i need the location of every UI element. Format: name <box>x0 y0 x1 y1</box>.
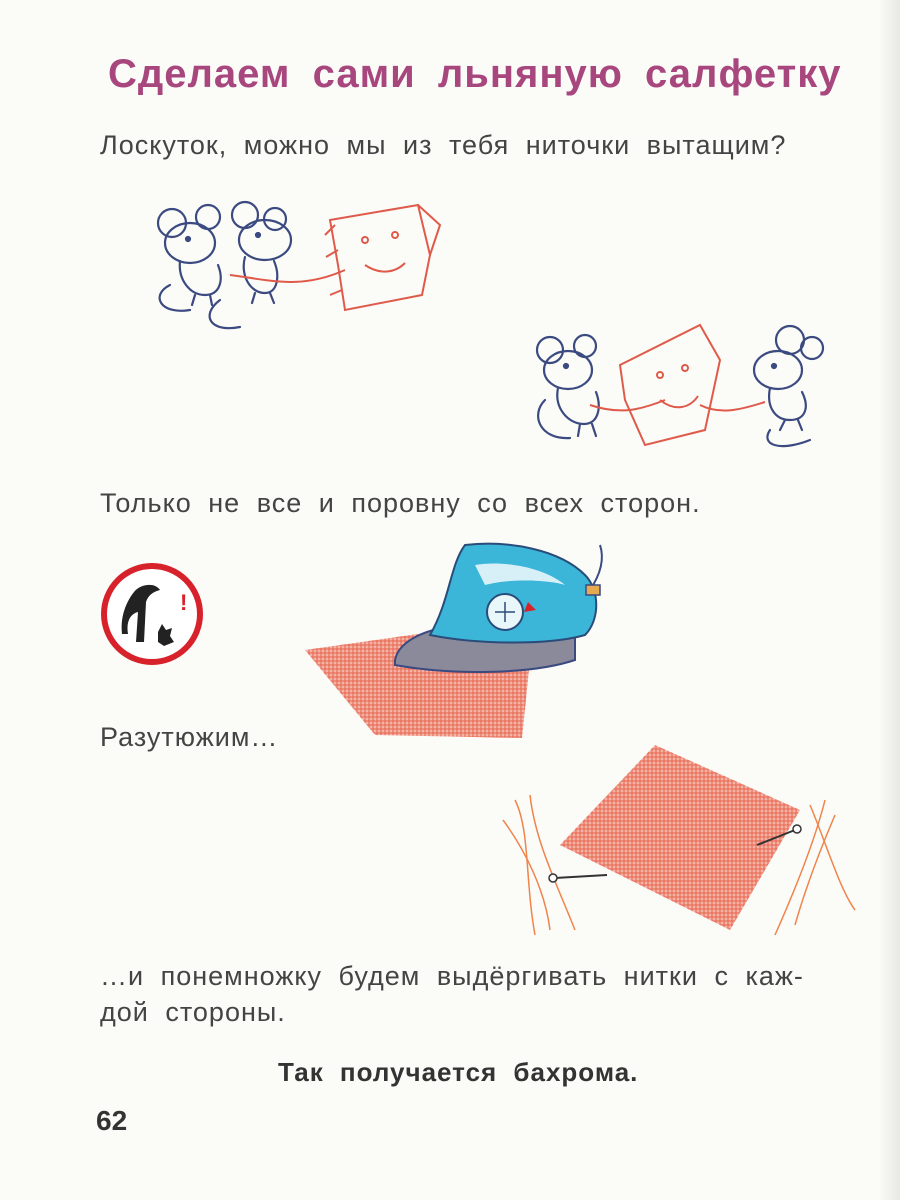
iron-illustration <box>300 540 650 745</box>
paragraph-4 <box>100 958 804 1030</box>
mice-pulling-thread-illustration-2 <box>530 320 830 455</box>
page-number: 62 <box>96 1105 128 1136</box>
svg-text:!: ! <box>180 590 188 615</box>
warning-sign-icon <box>100 562 204 666</box>
mice-pulling-thread-illustration <box>150 195 450 340</box>
paragraph-4-line-1: …и понемножку будем выдёргивать нитки с каж- <box>100 961 804 991</box>
paragraph-3: Разутюжим… <box>100 722 279 752</box>
paragraph-2: Только не все и поровну со всех сторон. <box>100 488 701 518</box>
page-title: Сделаем сами льняную салфетку <box>108 52 842 96</box>
paragraph-4-line-2: дой стороны. <box>100 997 286 1027</box>
page-edge-shadow <box>878 0 900 1200</box>
paragraph-5: Так получается бахрома. <box>278 1057 639 1087</box>
fabric-with-pins-illustration <box>495 740 865 940</box>
paragraph-1: Лоскуток, можно мы из тебя ниточки вытащим? <box>100 130 787 160</box>
